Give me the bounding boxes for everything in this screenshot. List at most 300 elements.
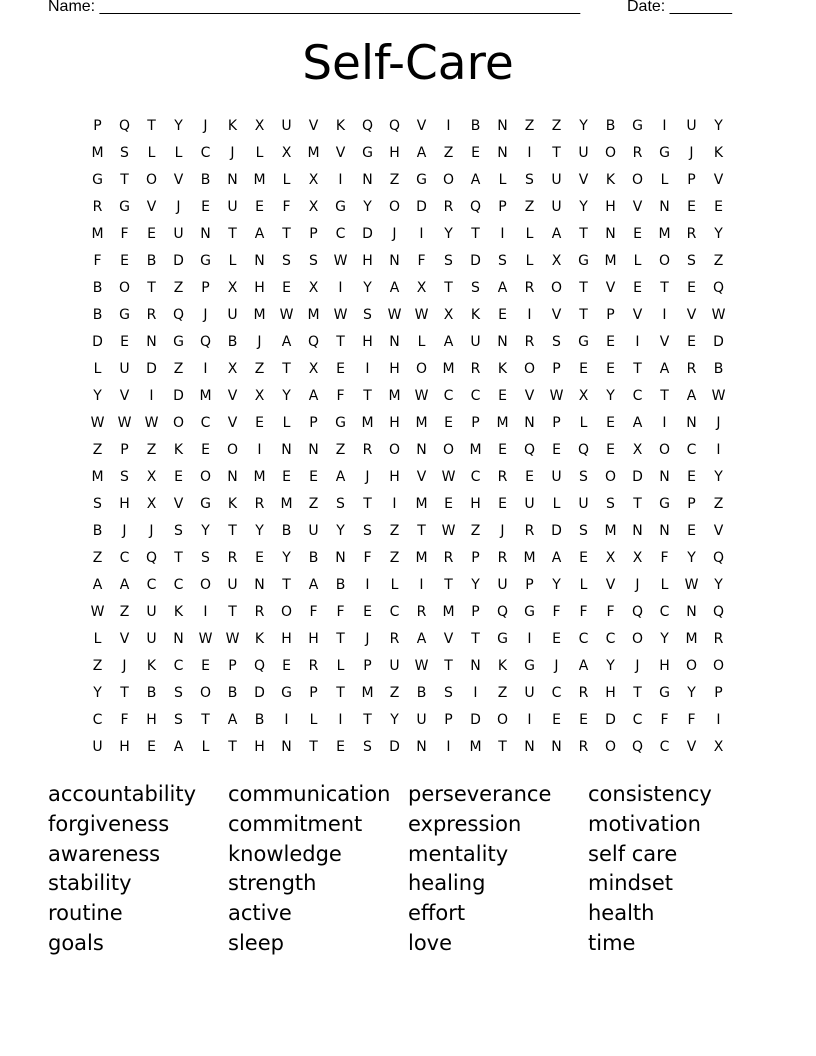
grid-letter: N — [362, 171, 373, 188]
grid-letter: L — [633, 252, 642, 269]
grid-letter: J — [122, 657, 127, 674]
word-list-item: self care — [588, 841, 678, 866]
grid-letter: L — [255, 144, 264, 161]
grid-letter: R — [497, 549, 508, 566]
grid-letter: L — [228, 252, 237, 269]
grid-letter: H — [389, 144, 400, 161]
grid-letter: A — [92, 576, 103, 593]
grid-letter: N — [470, 657, 481, 674]
grid-letter: V — [632, 198, 643, 215]
grid-letter: A — [389, 279, 400, 296]
grid-letter: E — [687, 279, 696, 296]
grid-letter: M — [523, 549, 536, 566]
grid-letter: U — [227, 198, 238, 215]
grid-letter: M — [658, 225, 671, 242]
grid-letter: U — [470, 333, 481, 350]
grid-letter: N — [227, 468, 238, 485]
grid-letter: H — [119, 495, 130, 512]
grid-letter: N — [173, 630, 184, 647]
grid-letter: G — [362, 144, 373, 161]
grid-letter: D — [470, 711, 481, 728]
grid-letter: R — [713, 630, 724, 647]
grid-letter: T — [228, 225, 237, 242]
grid-letter: Z — [92, 441, 103, 458]
grid-letter: S — [363, 522, 372, 539]
grid-letter: L — [579, 576, 588, 593]
grid-letter: I — [203, 603, 208, 620]
grid-letter: H — [254, 279, 265, 296]
grid-letter: F — [552, 603, 561, 620]
grid-letter: G — [659, 495, 670, 512]
grid-letter: H — [659, 657, 670, 674]
grid-letter: T — [147, 117, 156, 134]
grid-letter: E — [120, 252, 129, 269]
grid-letter: P — [363, 657, 372, 674]
grid-letter: Y — [390, 711, 399, 728]
grid-letter: E — [255, 414, 264, 431]
grid-letter: Z — [92, 657, 103, 674]
grid-letter: N — [308, 441, 319, 458]
grid-letter: N — [335, 549, 346, 566]
grid-letter: E — [120, 333, 129, 350]
grid-letter: C — [470, 468, 481, 485]
grid-letter: H — [389, 360, 400, 377]
grid-letter: G — [632, 117, 643, 134]
grid-letter: S — [363, 738, 372, 755]
grid-letter: Z — [254, 360, 265, 377]
grid-letter: W — [144, 414, 159, 431]
grid-letter: H — [470, 495, 481, 512]
grid-letter: T — [174, 549, 183, 566]
grid-letter: X — [308, 198, 319, 215]
grid-letter: V — [227, 414, 238, 431]
grid-letter: L — [660, 171, 669, 188]
grid-letter: B — [227, 684, 238, 701]
grid-letter: Y — [606, 657, 615, 674]
grid-letter: T — [660, 387, 669, 404]
grid-letter: J — [176, 198, 181, 215]
grid-letter: I — [500, 225, 505, 242]
grid-letter: Y — [660, 630, 669, 647]
grid-letter: A — [254, 225, 265, 242]
grid-letter: T — [147, 279, 156, 296]
grid-letter: I — [446, 738, 451, 755]
grid-letter: Q — [496, 603, 509, 620]
grid-letter: I — [662, 414, 667, 431]
grid-letter: O — [199, 684, 212, 701]
grid-letter: N — [632, 522, 643, 539]
grid-letter: R — [362, 441, 373, 458]
grid-letter: Z — [389, 171, 400, 188]
grid-letter: L — [201, 738, 210, 755]
grid-letter: E — [201, 657, 210, 674]
grid-letter: D — [254, 684, 265, 701]
grid-letter: J — [500, 522, 505, 539]
grid-letter: R — [92, 198, 103, 215]
grid-letter: U — [308, 522, 319, 539]
grid-letter: B — [92, 522, 103, 539]
grid-letter: H — [362, 333, 373, 350]
grid-letter: N — [389, 252, 400, 269]
grid-letter: F — [93, 252, 102, 269]
grid-letter: O — [442, 171, 455, 188]
grid-letter: I — [527, 144, 532, 161]
grid-letter: N — [497, 117, 508, 134]
grid-letter: O — [280, 603, 293, 620]
grid-letter: B — [281, 522, 292, 539]
grid-letter: Q — [631, 603, 644, 620]
grid-letter: D — [551, 522, 562, 539]
grid-letter: X — [416, 279, 427, 296]
grid-letter: B — [335, 576, 346, 593]
grid-letter: A — [497, 279, 508, 296]
grid-letter: I — [338, 171, 343, 188]
word-list-item: motivation — [588, 811, 701, 836]
grid-letter: W — [549, 387, 564, 404]
grid-letter: M — [307, 144, 320, 161]
grid-letter: G — [578, 333, 589, 350]
grid-letter: N — [281, 441, 292, 458]
grid-letter: C — [470, 387, 481, 404]
grid-letter: M — [442, 360, 455, 377]
grid-letter: M — [496, 414, 509, 431]
grid-letter: X — [146, 495, 157, 512]
grid-letter: C — [173, 657, 184, 674]
word-list-item: mentality — [408, 841, 509, 866]
grid-letter: G — [335, 198, 346, 215]
grid-letter: J — [203, 306, 208, 323]
grid-letter: Z — [92, 549, 103, 566]
grid-letter: I — [527, 711, 532, 728]
grid-letter: S — [579, 468, 588, 485]
grid-letter: E — [255, 198, 264, 215]
grid-letter: V — [713, 171, 724, 188]
grid-letter: N — [686, 414, 697, 431]
grid-letter: H — [146, 711, 157, 728]
grid-letter: N — [254, 576, 265, 593]
grid-letter: V — [146, 198, 157, 215]
grid-letter: E — [444, 495, 453, 512]
grid-letter: P — [687, 171, 696, 188]
grid-letter: Z — [173, 279, 184, 296]
grid-letter: I — [284, 711, 289, 728]
grid-letter: E — [606, 414, 615, 431]
grid-letter: K — [335, 117, 346, 134]
grid-letter: I — [473, 684, 478, 701]
grid-letter: K — [254, 630, 265, 647]
grid-letter: Q — [172, 306, 185, 323]
grid-letter: O — [226, 441, 239, 458]
word-list-item: health — [588, 901, 655, 926]
grid-letter: L — [336, 657, 345, 674]
grid-letter: K — [227, 117, 238, 134]
page-title: Self-Care — [302, 36, 514, 91]
grid-letter: Y — [444, 225, 453, 242]
grid-letter: R — [254, 495, 265, 512]
grid-letter: P — [525, 576, 534, 593]
grid-letter: C — [551, 684, 562, 701]
grid-letter: M — [415, 495, 428, 512]
grid-letter: U — [227, 576, 238, 593]
grid-letter: V — [119, 387, 130, 404]
grid-letter: O — [388, 441, 401, 458]
grid-letter: X — [254, 387, 265, 404]
grid-letter: D — [362, 225, 373, 242]
grid-letter: T — [228, 738, 237, 755]
grid-letter: Q — [253, 657, 266, 674]
worksheet-header — [48, 0, 748, 20]
grid-letter: I — [392, 495, 397, 512]
grid-letter: I — [662, 306, 667, 323]
grid-letter: N — [524, 414, 535, 431]
grid-letter: V — [227, 387, 238, 404]
grid-letter: H — [389, 414, 400, 431]
grid-letter: E — [498, 495, 507, 512]
grid-letter: P — [120, 441, 129, 458]
grid-letter: O — [496, 711, 509, 728]
word-list-item: expression — [408, 811, 522, 836]
grid-letter: Y — [471, 576, 480, 593]
grid-letter: D — [470, 252, 481, 269]
grid-letter: X — [308, 279, 319, 296]
grid-letter: Y — [714, 225, 723, 242]
grid-letter: K — [713, 144, 724, 161]
grid-letter: G — [119, 306, 130, 323]
word-list-item: accountability — [48, 782, 197, 806]
grid-letter: I — [716, 441, 721, 458]
grid-letter: F — [687, 711, 696, 728]
grid-letter: I — [527, 630, 532, 647]
grid-letter: E — [687, 468, 696, 485]
grid-letter: E — [174, 468, 183, 485]
grid-letter: T — [444, 576, 453, 593]
grid-letter: V — [686, 306, 697, 323]
grid-letter: I — [257, 441, 262, 458]
grid-letter: E — [282, 657, 291, 674]
grid-letter: Y — [363, 279, 372, 296]
grid-letter: C — [389, 603, 400, 620]
grid-letter: C — [200, 414, 211, 431]
grid-letter: T — [120, 171, 129, 188]
grid-letter: M — [685, 630, 698, 647]
grid-letter: A — [551, 225, 562, 242]
grid-letter: L — [174, 144, 183, 161]
word-list-item: mindset — [588, 871, 674, 896]
grid-letter: U — [551, 468, 562, 485]
grid-letter: H — [308, 630, 319, 647]
grid-letter: Y — [714, 576, 723, 593]
grid-letter: S — [552, 333, 561, 350]
grid-letter: E — [687, 333, 696, 350]
grid-letter: D — [173, 252, 184, 269]
grid-letter: S — [525, 171, 534, 188]
grid-letter: T — [309, 738, 318, 755]
grid-letter: P — [93, 117, 102, 134]
date-label: Date: — [627, 0, 666, 15]
grid-letter: B — [146, 684, 157, 701]
grid-letter: W — [414, 387, 429, 404]
grid-letter: Q — [307, 333, 320, 350]
grid-letter: L — [525, 252, 534, 269]
word-list — [48, 780, 768, 959]
grid-letter: E — [147, 738, 156, 755]
grid-letter: M — [361, 684, 374, 701]
grid-letter: E — [579, 711, 588, 728]
word-list-item: effort — [408, 901, 466, 926]
grid-letter: S — [579, 522, 588, 539]
grid-letter: R — [686, 225, 697, 242]
grid-letter: W — [198, 630, 213, 647]
grid-letter: F — [282, 198, 291, 215]
grid-letter: Z — [308, 495, 319, 512]
grid-letter: V — [119, 630, 130, 647]
grid-letter: E — [282, 468, 291, 485]
grid-letter: U — [416, 711, 427, 728]
grid-letter: N — [551, 738, 562, 755]
grid-letter: C — [659, 738, 670, 755]
grid-letter: R — [632, 144, 643, 161]
grid-letter: X — [227, 360, 238, 377]
grid-letter: Q — [199, 333, 212, 350]
grid-letter: J — [635, 576, 640, 593]
grid-letter: B — [92, 306, 103, 323]
grid-letter: T — [282, 225, 291, 242]
grid-letter: T — [444, 279, 453, 296]
grid-letter: E — [498, 441, 507, 458]
grid-letter: I — [338, 279, 343, 296]
grid-letter: Y — [579, 117, 588, 134]
grid-letter: R — [524, 279, 535, 296]
grid-letter: W — [279, 306, 294, 323]
grid-letter: S — [174, 522, 183, 539]
grid-letter: C — [659, 603, 670, 620]
grid-letter: Y — [714, 117, 723, 134]
grid-letter: Z — [524, 117, 535, 134]
grid-letter: S — [120, 144, 129, 161]
grid-letter: J — [716, 414, 721, 431]
grid-letter: X — [632, 441, 643, 458]
grid-letter: E — [147, 225, 156, 242]
grid-letter: I — [716, 711, 721, 728]
grid-letter: G — [335, 414, 346, 431]
grid-letter: Q — [523, 441, 536, 458]
word-list-item: consistency — [588, 782, 712, 806]
grid-letter: U — [551, 171, 562, 188]
grid-letter: R — [389, 630, 400, 647]
grid-letter: Y — [363, 198, 372, 215]
grid-letter: N — [659, 198, 670, 215]
grid-letter: M — [91, 144, 104, 161]
grid-letter: V — [524, 387, 535, 404]
grid-letter: E — [255, 549, 264, 566]
grid-letter: A — [551, 549, 562, 566]
grid-letter: T — [336, 630, 345, 647]
grid-letter: O — [604, 468, 617, 485]
grid-letter: A — [308, 576, 319, 593]
grid-letter: D — [632, 468, 643, 485]
grid-letter: Y — [93, 684, 102, 701]
grid-letter: U — [173, 225, 184, 242]
grid-letter: W — [414, 306, 429, 323]
grid-letter: T — [201, 711, 210, 728]
grid-letter: B — [200, 171, 211, 188]
grid-letter: F — [309, 603, 318, 620]
grid-letter: N — [416, 738, 427, 755]
grid-letter: P — [309, 684, 318, 701]
grid-letter: G — [578, 252, 589, 269]
grid-letter: W — [90, 414, 105, 431]
word-list-item: communication — [228, 782, 391, 806]
grid-letter: N — [227, 171, 238, 188]
grid-letter: F — [363, 549, 372, 566]
grid-letter: O — [604, 144, 617, 161]
grid-letter: R — [524, 333, 535, 350]
grid-letter: S — [120, 468, 129, 485]
grid-letter: Q — [631, 738, 644, 755]
grid-letter: O — [550, 279, 563, 296]
grid-letter: O — [685, 657, 698, 674]
grid-letter: G — [524, 603, 535, 620]
grid-letter: B — [254, 711, 265, 728]
grid-letter: L — [282, 171, 291, 188]
grid-letter: V — [551, 306, 562, 323]
grid-letter: E — [282, 279, 291, 296]
grid-letter: Q — [712, 549, 725, 566]
word-list-item: strength — [228, 871, 317, 896]
grid-letter: W — [441, 468, 456, 485]
grid-letter: R — [686, 360, 697, 377]
grid-letter: V — [308, 117, 319, 134]
grid-letter: M — [253, 468, 266, 485]
grid-letter: T — [633, 684, 642, 701]
grid-letter: U — [686, 117, 697, 134]
grid-letter: M — [469, 441, 482, 458]
grid-letter: L — [309, 711, 318, 728]
grid-letter: N — [497, 333, 508, 350]
grid-letter: I — [365, 576, 370, 593]
grid-letter: X — [308, 171, 319, 188]
grid-letter: N — [659, 468, 670, 485]
grid-letter: W — [333, 252, 348, 269]
grid-letter: E — [633, 279, 642, 296]
word-list-item: routine — [48, 901, 123, 926]
grid-letter: Z — [551, 117, 562, 134]
grid-letter: A — [686, 387, 697, 404]
grid-letter: L — [390, 576, 399, 593]
grid-letter: U — [227, 306, 238, 323]
grid-letter: D — [146, 360, 157, 377]
grid-letter: E — [606, 441, 615, 458]
grid-letter: N — [416, 441, 427, 458]
grid-letter: F — [120, 225, 129, 242]
grid-letter: K — [605, 171, 616, 188]
grid-letter: K — [146, 657, 157, 674]
grid-letter: L — [660, 576, 669, 593]
grid-letter: Z — [335, 441, 346, 458]
grid-letter: W — [387, 306, 402, 323]
grid-letter: Z — [497, 684, 508, 701]
grid-letter: E — [606, 360, 615, 377]
grid-letter: H — [362, 252, 373, 269]
grid-letter: B — [146, 252, 157, 269]
grid-letter: Z — [119, 603, 130, 620]
grid-letter: M — [307, 306, 320, 323]
grid-letter: P — [552, 360, 561, 377]
grid-letter: W — [441, 522, 456, 539]
grid-letter: M — [388, 387, 401, 404]
grid-letter: X — [308, 360, 319, 377]
grid-letter: E — [498, 387, 507, 404]
